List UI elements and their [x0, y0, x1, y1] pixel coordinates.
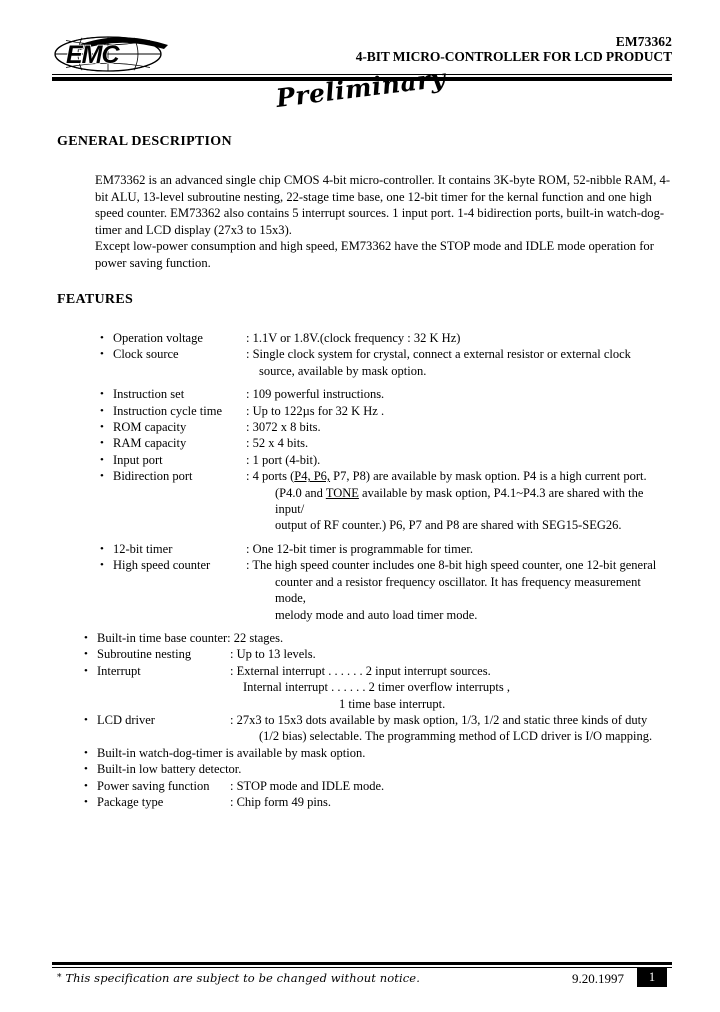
feature-item — [84, 745, 674, 761]
tone-underlined: TONE — [325, 485, 359, 500]
feature-value-suffix: P7, P8) are available by mask option. P4 is a high current port. — [330, 469, 647, 484]
feature-value: : STOP mode and IDLE mode. — [230, 778, 385, 793]
bullet-icon: • — [100, 404, 104, 417]
feature-value: : 1 port (4-bit). — [246, 452, 321, 467]
feature-item — [84, 761, 674, 777]
bullet-icon: • — [84, 713, 88, 726]
bullet-icon: • — [100, 332, 104, 344]
feature-value: : Chip form 49 pins. — [230, 794, 332, 809]
feature-label: Instruction set — [113, 387, 185, 402]
feature-label: RAM capacity — [113, 436, 187, 451]
part-number: EM73362 — [615, 34, 672, 49]
feature-value-continuation: source, available by mask option. — [259, 363, 427, 378]
feature-item — [84, 630, 674, 646]
footer-date: 9.20.1997 — [572, 971, 624, 986]
features-heading: FEATURES — [57, 292, 134, 307]
feature-label: Subroutine nesting — [97, 647, 192, 662]
feature-value: : Up to 122µs for 32 K Hz . — [246, 403, 385, 418]
description-paragraph: Except low-power consumption and high speed, EM73362 have the STOP mode and IDLE mode operation for power saving function. — [95, 239, 654, 270]
general-description-heading: GENERAL DESCRIPTION — [57, 134, 232, 149]
feature-item — [84, 646, 674, 662]
feature-label: High speed counter — [113, 558, 211, 573]
feature-value: : Up to 13 levels. — [230, 647, 316, 662]
feature-label: ROM capacity — [113, 420, 187, 435]
features-list — [84, 330, 674, 810]
emc-globe-logo — [52, 32, 172, 74]
bullet-icon: • — [84, 795, 88, 808]
feature-item — [84, 386, 674, 402]
feature-item — [84, 712, 674, 745]
feature-value-continuation: 1 time base interrupt. — [339, 696, 446, 711]
feature-label: Built-in low battery detector. — [97, 762, 242, 777]
feature-value: : The high speed counter includes one 8-bit high speed counter, one 12-bit general — [246, 558, 657, 573]
footer-rule-thin — [52, 967, 672, 968]
bullet-icon: • — [100, 453, 104, 466]
feature-item — [84, 663, 674, 712]
footer-notice-text: This specification are subject to be changed without notice. — [65, 971, 420, 985]
feature-value-continuation: Internal interrupt . . . . . . 2 timer overflow interrupts , — [243, 680, 510, 695]
feature-value: : External interrupt . . . . . . 2 input interrupt sources. — [230, 663, 491, 678]
feature-value-continuation: counter and a resistor frequency oscillator. It has frequency measurement mode, — [275, 574, 641, 606]
bullet-icon: • — [100, 470, 104, 483]
bullet-icon: • — [84, 664, 88, 677]
bullet-icon: • — [100, 388, 104, 401]
feature-value-continuation: melody mode and auto load timer mode. — [275, 607, 478, 622]
feature-value-prefix: : 4 ports ( — [246, 469, 295, 484]
svg-text:EMC: EMC — [66, 41, 119, 69]
feature-label: Built-in watch-dog-timer is available by mask option. — [97, 745, 366, 760]
feature-item — [84, 557, 674, 623]
feature-value: : 27x3 to 15x3 dots available by mask option, 1/3, 1/2 and static three kinds of duty — [230, 712, 648, 727]
feature-label: 12-bit timer — [113, 541, 173, 556]
feature-label: Power saving function — [97, 778, 210, 793]
bullet-icon: • — [84, 763, 88, 776]
feature-value-continuation: (1/2 bias) selectable. The programming method of LCD driver is I/O mapping. — [259, 729, 653, 744]
description-paragraph: EM73362 is an advanced single chip CMOS 4-bit micro-controller. It contains 3K-byte ROM, 52-nibble RAM, 4-bit ALU, 13-level subroutine nesting, 22-stage time base, one 12-bit timer for the kernal function and one high speed counter. EM73362 also contains 5 interrupt sources. 1 input port. 1-4 bidirection ports, built-in watch-dog-timer and LCD display (27x3 to 15x3). — [95, 173, 671, 237]
bullet-icon: • — [100, 542, 104, 555]
feature-value-underlined: P4, P6, — [294, 469, 331, 484]
feature-label: Input port — [113, 452, 163, 467]
feature-value: : 1.1V or 1.8V.(clock frequency : 32 K Hz) — [246, 331, 461, 345]
feature-label: Operation voltage — [113, 331, 203, 345]
bullet-icon: • — [100, 437, 104, 450]
footer-rule-thick — [52, 962, 672, 965]
footer-notice — [57, 971, 420, 985]
feature-item — [84, 778, 674, 794]
bullet-icon: • — [84, 779, 88, 792]
feature-item — [84, 419, 674, 435]
feature-label: Interrupt — [97, 663, 141, 678]
feature-label: Clock source — [113, 347, 179, 362]
bullet-icon: • — [84, 648, 88, 661]
feature-label: Package type — [97, 794, 164, 809]
feature-item — [84, 452, 674, 468]
asterisk-icon: * — [57, 973, 62, 983]
bullet-icon: • — [100, 421, 104, 434]
feature-value: : Single clock system for crystal, connect a external resistor or external clock — [246, 347, 631, 362]
feature-label: LCD driver — [97, 712, 155, 727]
feature-value: : One 12-bit timer is programmable for timer. — [246, 541, 474, 556]
feature-value-text: 22 stages. — [233, 630, 284, 645]
feature-value-continuation: (P4.0 and TONE available by mask option, P4.1~P4.3 are shared with the input/ — [275, 485, 644, 517]
feature-item — [84, 435, 674, 451]
bullet-icon: • — [100, 559, 104, 572]
feature-value-continuation: output of RF counter.) P6, P7 and P8 are shared with SEG15-SEG26. — [275, 518, 622, 533]
bullet-icon: • — [100, 348, 104, 361]
feature-label: Bidirection port — [113, 469, 193, 484]
preliminary-watermark: Preliminary — [274, 63, 448, 113]
feature-value — [246, 468, 674, 484]
product-subtitle: 4-BIT MICRO-CONTROLLER FOR LCD PRODUCT — [355, 49, 672, 65]
feature-label: Instruction cycle time — [113, 403, 222, 418]
general-description-body — [95, 172, 673, 271]
feature-item — [84, 794, 674, 810]
page-number-badge: 1 — [637, 968, 667, 987]
feature-value: : 109 powerful instructions. — [246, 387, 385, 402]
header-title-block — [356, 34, 672, 64]
feature-item — [84, 403, 674, 419]
feature-item — [84, 468, 674, 534]
page-header — [52, 32, 672, 76]
feature-value: : 52 x 4 bits. — [246, 436, 309, 451]
feature-item — [84, 346, 674, 379]
feature-value — [231, 630, 674, 646]
feature-value: : 3072 x 8 bits. — [246, 420, 321, 435]
feature-item — [84, 541, 674, 557]
feature-label: Built-in time base counter: — [97, 630, 231, 645]
feature-item — [84, 330, 674, 346]
bullet-icon: • — [84, 746, 88, 759]
bullet-icon: • — [84, 631, 88, 644]
